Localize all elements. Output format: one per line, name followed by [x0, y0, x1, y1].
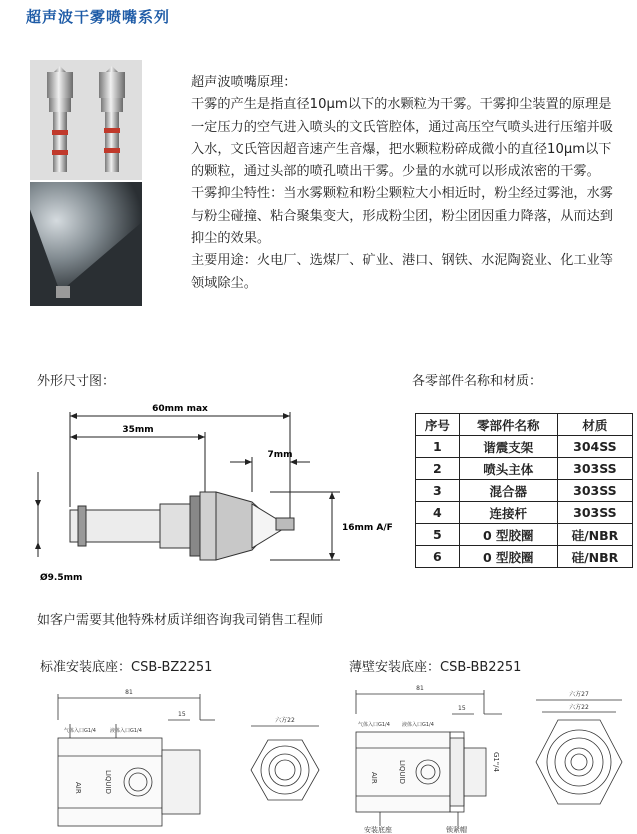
intro-paragraph-2: 干雾抑尘特性：当水雾颗粒和粉尘颗粒大小相近时，粉尘经过雾池，水雾与粉尘碰撞、粘合聚集变大，形成粉尘团，粉尘团因重力降落，从而达到抑尘的效果。 — [191, 186, 613, 247]
material-note: 如客户需要其他特殊材质详细咨询我司销售工程师 — [37, 613, 324, 628]
page-title: 超声波干雾喷嘴系列 — [26, 8, 171, 26]
intro-paragraph-1: 干雾的产生是指直径10μm以下的水颗粒为干雾。干雾抑尘装置的原理是一定压力的空气进入喷头的文氏管腔体，通过高压空气喷头进行压缩并吸入水，文氏管因超音速产生音爆，把水颗粒粉碎成微小的直径10μm以下的颗粒，通过头部的喷孔喷出干雾。少量的水就可以形成浓密的干雾。 — [191, 97, 613, 180]
table-cell: 0 型胶圈 — [459, 546, 557, 568]
table-cell: 连接杆 — [459, 502, 557, 524]
thin-base-drawing — [344, 680, 637, 834]
thin-lock-nut-label: 锁紧帽 — [446, 826, 467, 834]
thin-air-inlet: 气体入口G1/4 — [358, 722, 390, 728]
table-cell: 混合器 — [459, 480, 557, 502]
thin-liquid-inlet: 液体入口G1/4 — [402, 722, 434, 728]
table-row — [416, 524, 633, 546]
thin-hex22: 六方22 — [569, 704, 589, 711]
col-header: 材质 — [557, 414, 632, 436]
std-base-label: 标准安装底座：CSB-BZ2251 — [40, 660, 213, 675]
std-air-inlet: 气体入口G1/4 — [64, 728, 96, 734]
table-cell: 3 — [416, 480, 460, 502]
table-cell: 0 型胶圈 — [459, 524, 557, 546]
table-row — [416, 436, 633, 458]
thin-dim-81: 81 — [416, 685, 424, 692]
thin-thread: G1"/4 — [492, 752, 500, 772]
std-air-text: AIR — [74, 782, 82, 794]
dimension-drawing — [30, 392, 400, 592]
std-dim-81: 81 — [125, 689, 133, 696]
thin-hex27: 六方27 — [569, 691, 589, 698]
dim-hex16: 16mm A/F — [342, 523, 393, 533]
table-cell: 谐震支架 — [459, 436, 557, 458]
std-hex22: 六方22 — [275, 717, 295, 724]
mist-photo — [30, 182, 142, 306]
table-header-row — [416, 414, 633, 436]
col-header: 序号 — [416, 414, 460, 436]
dim-60: 60mm max — [152, 404, 208, 414]
table-cell: 4 — [416, 502, 460, 524]
thin-air-text: AIR — [370, 772, 378, 784]
table-cell: 303SS — [557, 458, 632, 480]
std-dim-15: 15 — [178, 711, 186, 718]
table-row — [416, 502, 633, 524]
std-liquid-text: LIQUID — [104, 770, 112, 795]
table-row — [416, 480, 633, 502]
intro-heading: 超声波喷嘴原理： — [191, 75, 297, 90]
parts-table — [415, 413, 633, 568]
dim-7: 7mm — [267, 450, 293, 460]
thin-mount-label: 安装底座 — [364, 826, 392, 834]
table-row — [416, 458, 633, 480]
dim-diameter: Ø9.5mm — [40, 573, 83, 583]
parts-label: 各零部件名称和材质： — [412, 374, 543, 389]
table-row — [416, 546, 633, 568]
table-cell: 303SS — [557, 480, 632, 502]
table-cell: 2 — [416, 458, 460, 480]
thin-base-label: 薄壁安装底座：CSB-BB2251 — [349, 660, 522, 675]
intro-paragraph-3: 主要用途：火电厂、选煤厂、矿业、港口、钢铁、水泥陶瓷业、化工业等领域除尘。 — [191, 253, 613, 291]
nozzle-photo — [30, 60, 142, 180]
table-cell: 5 — [416, 524, 460, 546]
table-cell: 304SS — [557, 436, 632, 458]
thin-dim-15: 15 — [458, 705, 466, 712]
table-cell: 6 — [416, 546, 460, 568]
table-cell: 硅/NBR — [557, 524, 632, 546]
std-base-drawing — [40, 680, 330, 834]
table-cell: 喷头主体 — [459, 458, 557, 480]
thin-liquid-text: LIQUID — [398, 760, 406, 785]
dim-35: 35mm — [122, 425, 154, 435]
col-header: 零部件名称 — [459, 414, 557, 436]
std-liquid-inlet: 液体入口G1/4 — [110, 728, 142, 734]
intro-text — [165, 72, 620, 295]
table-cell: 1 — [416, 436, 460, 458]
table-cell: 303SS — [557, 502, 632, 524]
dimension-label: 外形尺寸图： — [37, 374, 116, 389]
table-cell: 硅/NBR — [557, 546, 632, 568]
